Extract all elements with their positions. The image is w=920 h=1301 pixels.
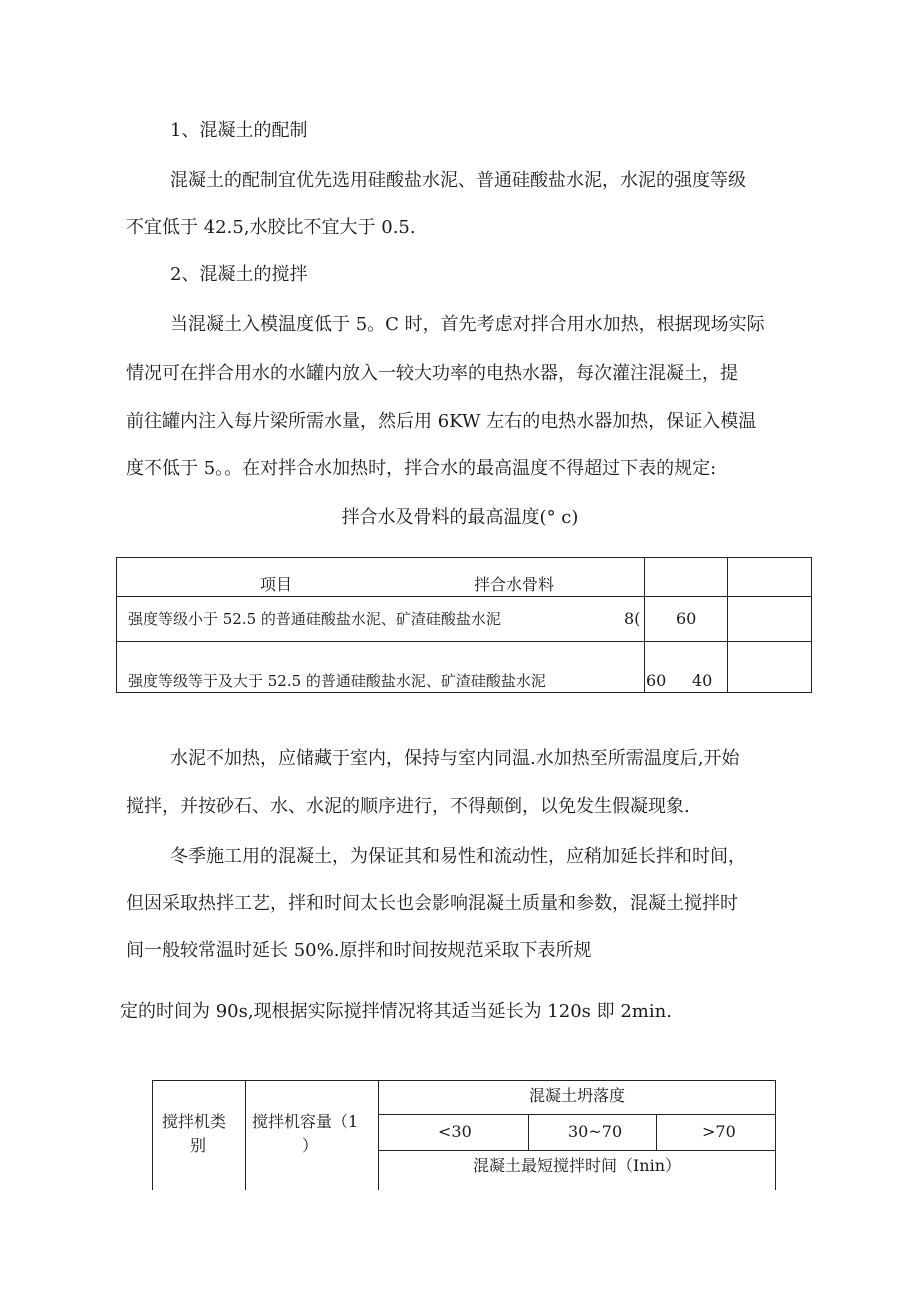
table-border [116, 596, 812, 597]
table-border [811, 557, 812, 693]
table1-row2-label: 强度等级等于及大于 52.5 的普通硅酸盐水泥、矿渣硅酸盐水泥 [128, 672, 546, 690]
paragraph-line: 搅拌，并按砂石、水、水泥的顺序进行，不得颠倒，以免发生假凝现象. [126, 796, 690, 817]
section-heading-2: 2、混凝土的搅拌 [170, 264, 308, 285]
table1-row1-label: 强度等级小于 52.5 的普通硅酸盐水泥、矿渣硅酸盐水泥 [128, 610, 501, 628]
paragraph-line: 情况可在拌合用水的水罐内放入一较大功率的电热水器，每次灌注混凝土，提 [126, 363, 738, 384]
paragraph-line: 间一般较常温时延长 50%.原拌和时间按规范采取下表所规 [126, 940, 592, 961]
paragraph-line: 但因采取热拌工艺，拌和时间太长也会影响混凝土质量和参数，混凝土搅拌时 [126, 893, 738, 914]
table2-min-time: 混凝土最短搅拌时间（Inin） [472, 1156, 682, 1175]
table2-slump-30-70: 30~70 [568, 1122, 623, 1141]
table2-slump-gt70: >70 [702, 1122, 736, 1141]
paragraph-line: 当混凝土入模温度低于 5。C 时，首先考虑对拌合用水加热，根据现场实际 [170, 314, 765, 335]
table-border [245, 1080, 246, 1190]
paragraph-line: 水泥不加热，应储藏于室内，保持与室内同温.水加热至所需温度后,开始 [170, 748, 740, 769]
paragraph-line: 定的时间为 90s,现根据实际搅拌情况将其适当延长为 120s 即 2min. [120, 1001, 672, 1022]
table1-row1-value2: 60 [676, 609, 697, 628]
table1-row2-value2: 40 [692, 671, 713, 690]
table2-col-capacity: 搅拌机容量（1 [252, 1112, 359, 1131]
table-border [116, 557, 812, 558]
table-border [116, 692, 812, 693]
table2-col-type: 搅拌机类 [162, 1112, 227, 1131]
paragraph-line: 不宜低于 42.5,水胶比不宜大于 0.5. [126, 217, 416, 238]
table-border [152, 1080, 153, 1190]
section-heading-1: 1、混凝土的配制 [170, 120, 308, 141]
temperature-table [116, 557, 812, 693]
table-border [727, 557, 728, 693]
paragraph-line: 冬季施工用的混凝土，为保证其和易性和流动性，应稍加延长拌和时间， [170, 846, 746, 867]
table2-col-capacity-line2: ） [302, 1136, 319, 1155]
table2-col-type-line2: 别 [190, 1136, 207, 1155]
table-border [378, 1150, 776, 1151]
table-border [116, 557, 117, 693]
table-border [644, 557, 645, 693]
table-border [116, 641, 812, 642]
paragraph-line: 度不低于 5。。在对拌合水加热时，拌合水的最高温度不得超过下表的规定: [126, 458, 717, 479]
table-border [656, 1114, 657, 1150]
table1-row2-value1: 60 [646, 671, 667, 690]
mixing-time-table [152, 1080, 776, 1190]
table1-header-item: 项目 [260, 575, 293, 594]
table-border [528, 1114, 529, 1150]
table1-row1-value1: 8( [624, 609, 641, 628]
table1-caption: 拌合水及骨料的最高温度(° c) [341, 507, 579, 528]
paragraph-line: 前往罐内注入每片梁所需水量，然后用 6KW 左右的电热水器加热，保证入模温 [126, 411, 757, 432]
table2-slump-header: 混凝土坍落度 [528, 1086, 625, 1105]
table2-slump-lt30: <30 [438, 1122, 472, 1141]
paragraph-line: 混凝土的配制宜优先选用硅酸盐水泥、普通硅酸盐水泥，水泥的强度等级 [170, 170, 746, 191]
table1-header-mix: 拌合水骨料 [474, 575, 555, 594]
table-border [378, 1114, 776, 1115]
